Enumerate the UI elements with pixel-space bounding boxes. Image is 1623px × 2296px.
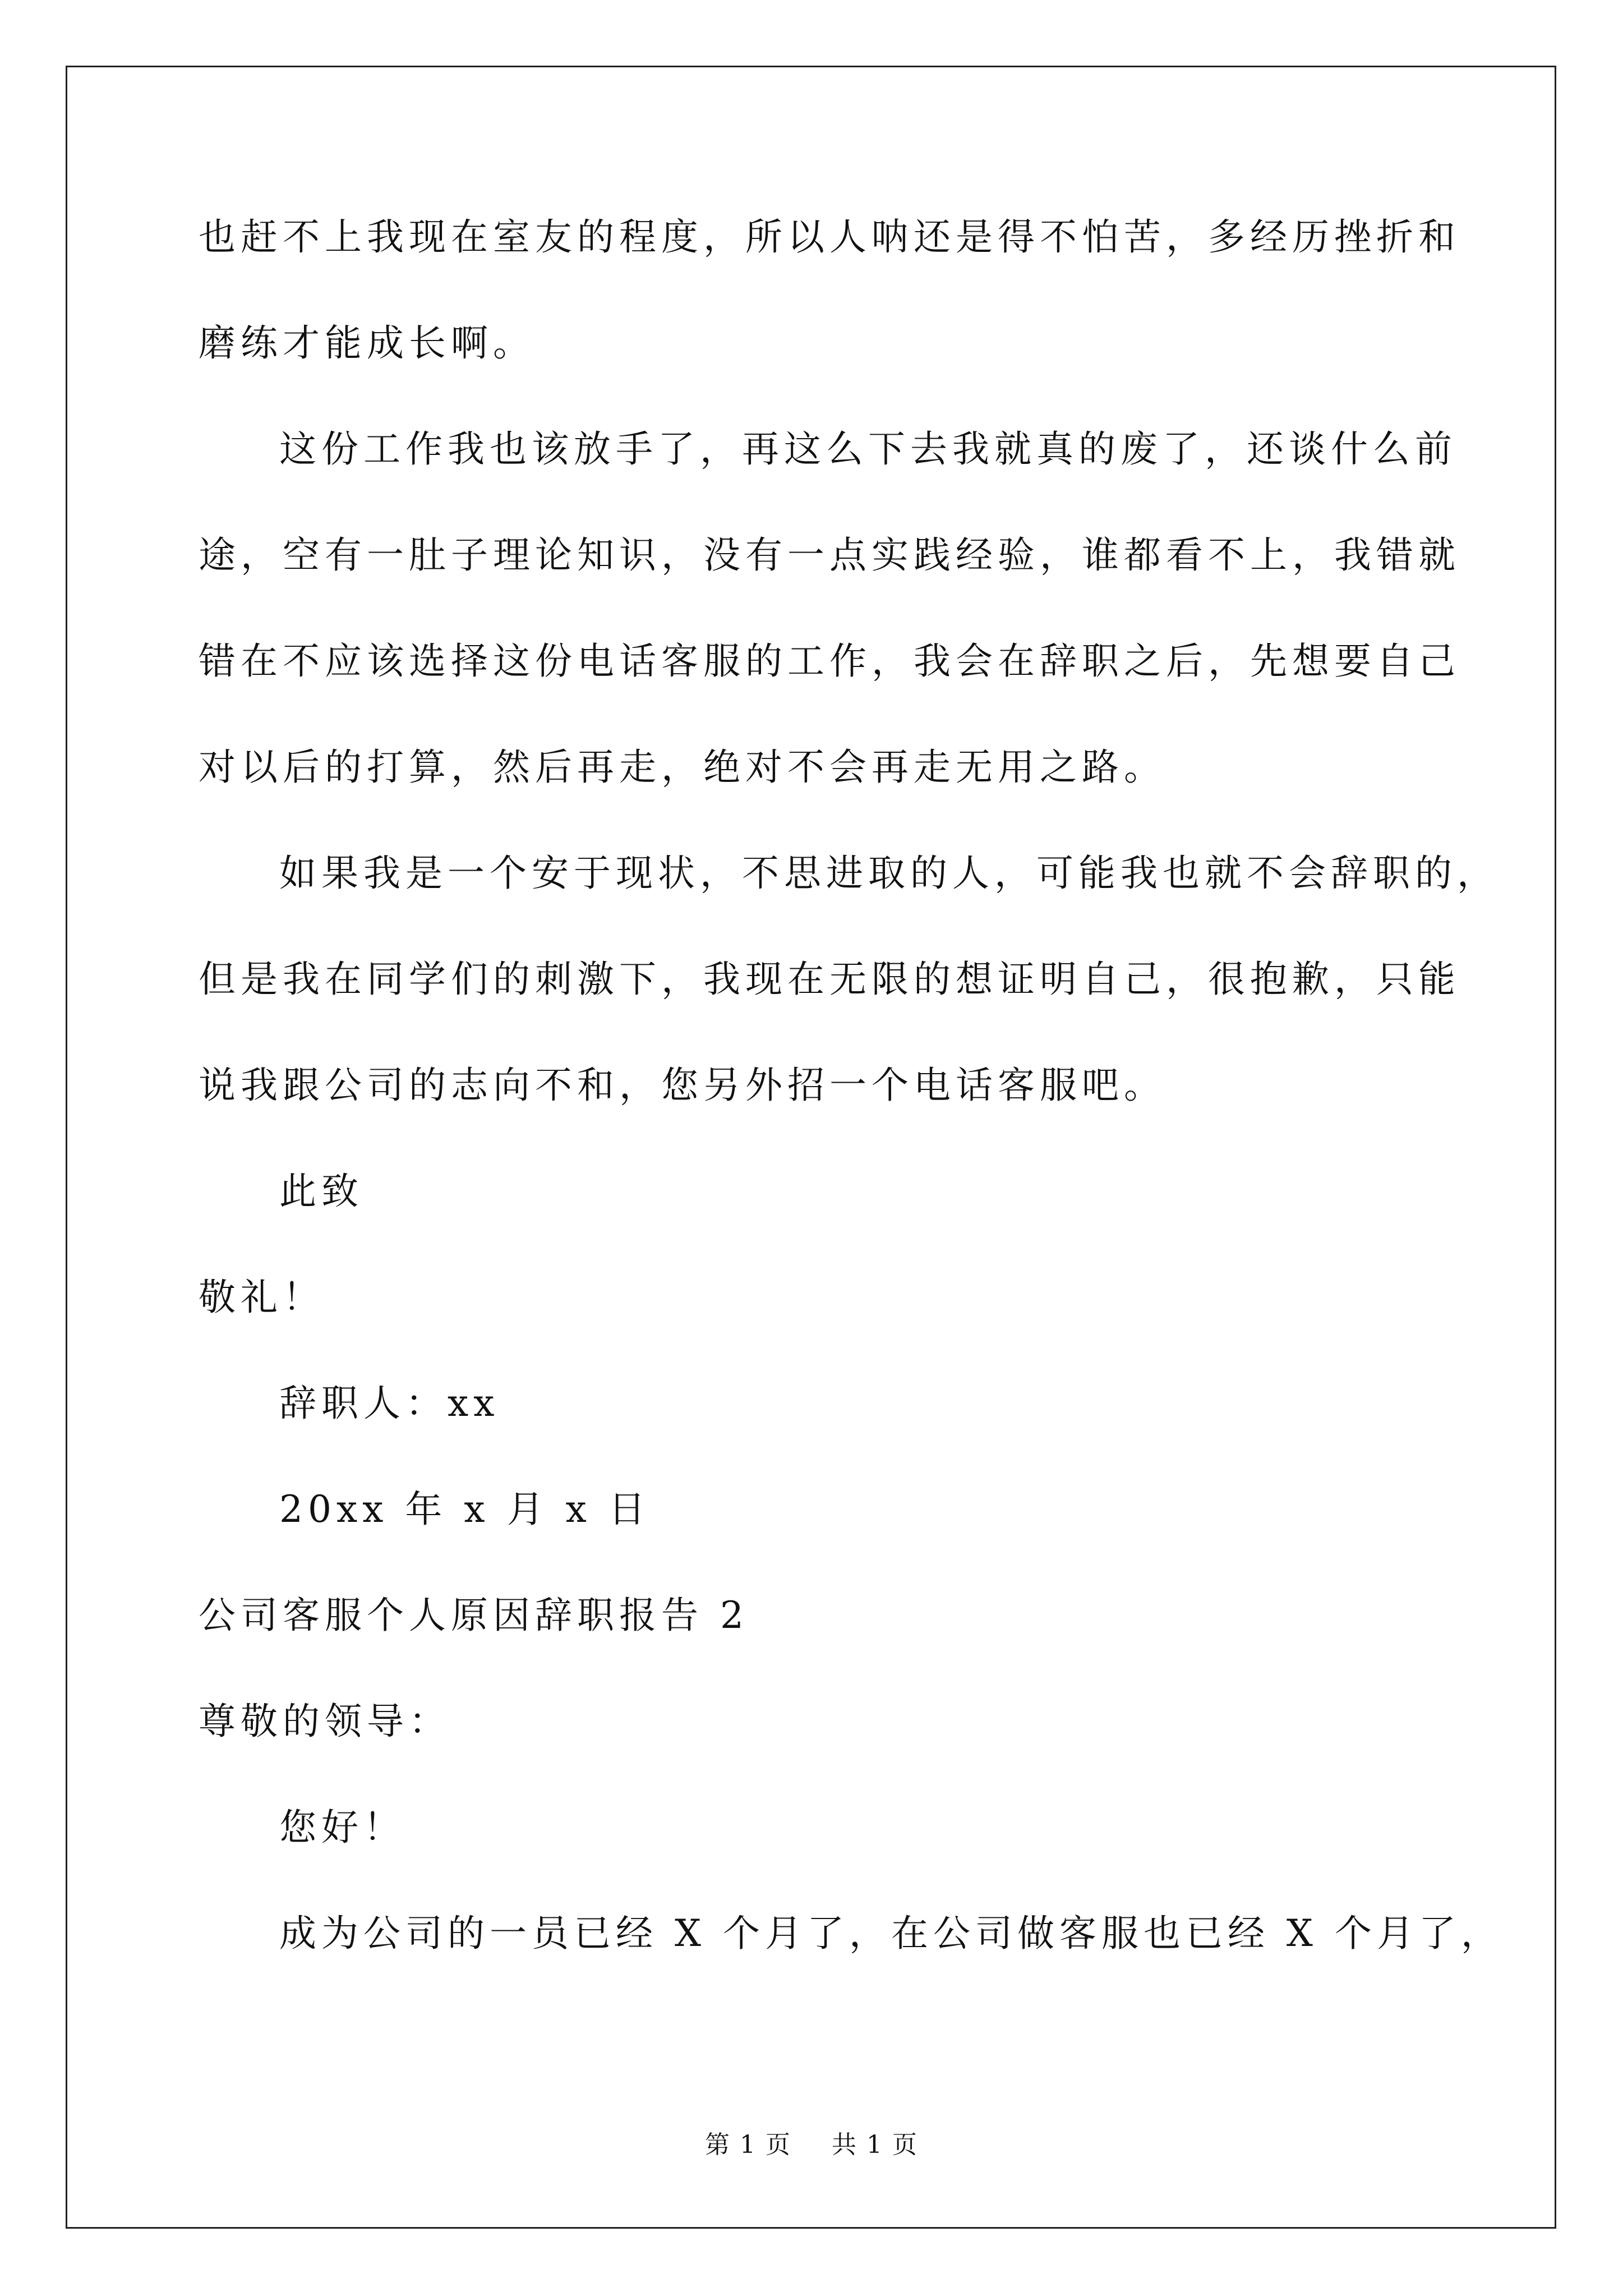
- page-total: 共 1 页: [832, 2131, 918, 2159]
- document-body: [199, 215, 1503, 1955]
- page-footer: [0, 2133, 1623, 2157]
- section-title: 公司客服个人原因辞职报告 2: [199, 1594, 749, 1637]
- body-line: 途，空有一肚子理论知识，没有一点实践经验，谁都看不上，我错就: [199, 533, 1460, 577]
- body-line: 错在不应该选择这份电话客服的工作，我会在辞职之后，先想要自己: [199, 639, 1460, 683]
- closing-phrase: 此致: [279, 1170, 363, 1213]
- salutation-closing: 敬礼！: [199, 1276, 325, 1319]
- date-line: 20xx 年 x 月 x 日: [279, 1488, 651, 1531]
- signature-line: 辞职人：xx: [279, 1382, 500, 1425]
- body-line: 说我跟公司的志向不和，您另外招一个电话客服吧。: [199, 1064, 1166, 1107]
- paragraph-start-line: 成为公司的一员已经 X 个月了，在公司做客服也已经 X 个月了，: [279, 1912, 1503, 1955]
- body-line: 磨练才能成长啊。: [199, 321, 535, 365]
- greeting-recipient: 尊敬的领导：: [199, 1700, 451, 1743]
- body-line: 对以后的打算，然后再走，绝对不会再走无用之路。: [199, 746, 1166, 789]
- body-line: 也赶不上我现在室友的程度，所以人呐还是得不怕苦，多经历挫折和: [199, 215, 1460, 259]
- paragraph-start-line: 如果我是一个安于现状，不思进取的人，可能我也就不会辞职的，: [279, 852, 1499, 895]
- page-number: 第 1 页: [705, 2131, 791, 2159]
- greeting: 您好！: [279, 1806, 405, 1849]
- paragraph-start-line: 这份工作我也该放手了，再这么下去我就真的废了，还谈什么前: [279, 427, 1457, 471]
- body-line: 但是我在同学们的刺激下，我现在无限的想证明自己，很抱歉，只能: [199, 958, 1460, 1001]
